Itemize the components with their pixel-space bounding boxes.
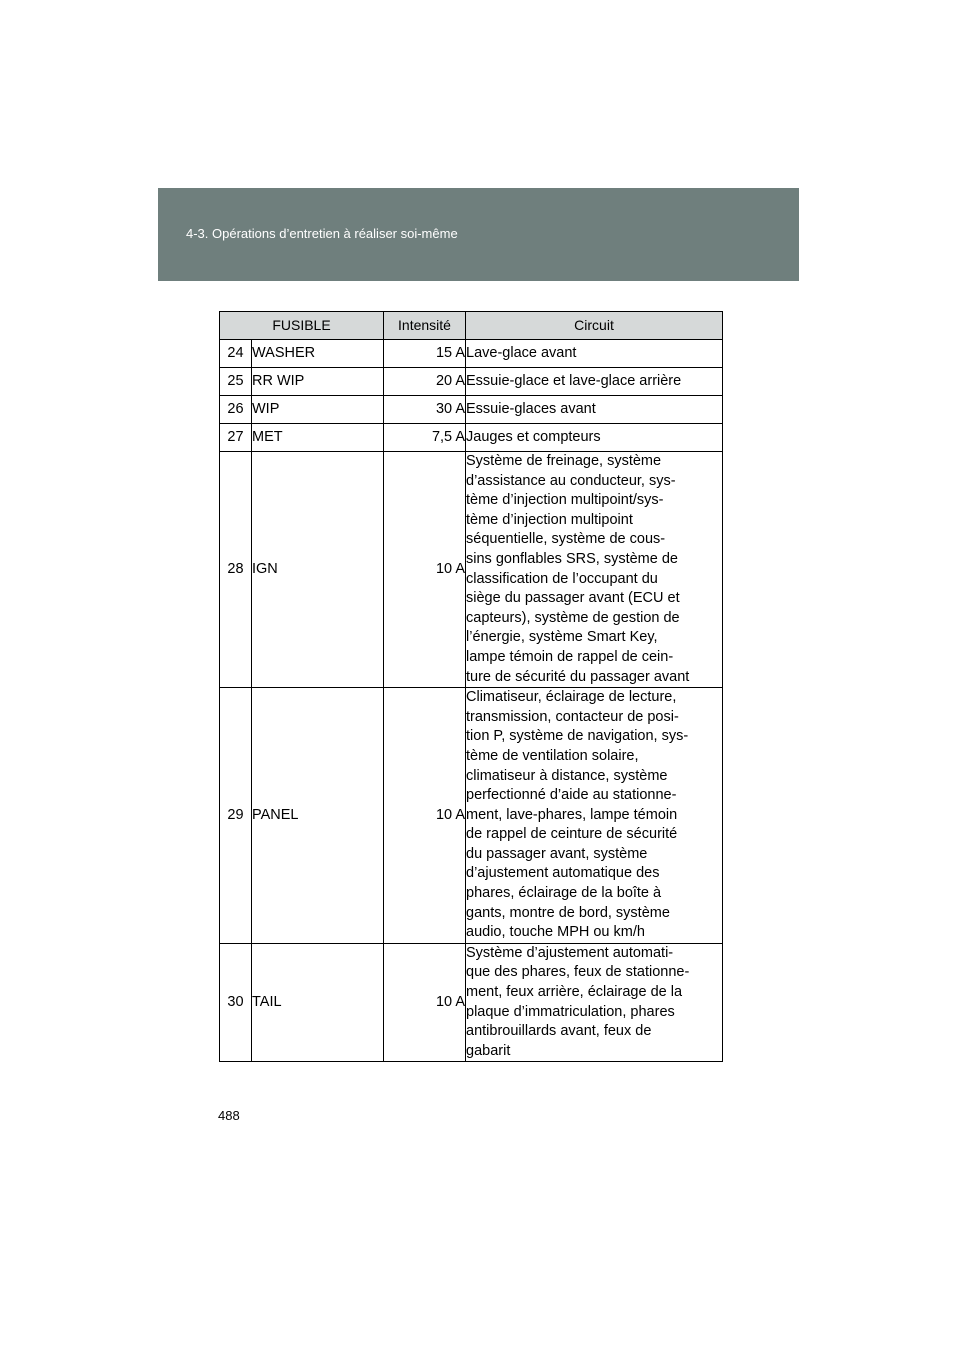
circuit-line: gants, montre de bord, système <box>466 904 670 921</box>
circuit-line: Lave-glace avant <box>466 344 577 361</box>
circuit-line: audio, touche MPH ou km/h <box>466 924 645 941</box>
circuit-cell <box>466 688 723 944</box>
circuit-line: d’ajustement automatique des <box>466 865 660 882</box>
circuit-line: ture de sécurité du passager avant <box>466 668 690 685</box>
circuit-line: que des phares, feux de stationne- <box>466 964 690 981</box>
circuit-line: Essuie-glaces avant <box>466 400 596 417</box>
circuit-line: antibrouillards avant, feux de <box>466 1023 652 1040</box>
circuit-line: de rappel de ceinture de sécurité <box>466 826 678 843</box>
circuit-line: tème d’injection multipoint <box>466 511 633 528</box>
fuse-name-cell: PANEL <box>252 688 384 944</box>
fuse-name-cell: TAIL <box>252 943 384 1062</box>
circuit-line: du passager avant, système <box>466 845 648 862</box>
table-row <box>220 943 723 1062</box>
table-row <box>220 368 723 396</box>
section-title: 4-3. Opérations d’entretien à réaliser soi-même <box>186 226 458 241</box>
circuit-line: perfectionné d’aide au stationne- <box>466 787 677 804</box>
fuse-table <box>219 311 723 1062</box>
circuit-cell <box>466 368 723 396</box>
amperage-cell: 10 A <box>384 943 466 1062</box>
fuse-number-cell: 26 <box>220 396 252 424</box>
circuit-line: tème d’injection multipoint/sys- <box>466 492 664 509</box>
column-header-amperage: Intensité <box>384 312 466 340</box>
amperage-cell: 10 A <box>384 688 466 944</box>
table-row <box>220 396 723 424</box>
circuit-cell <box>466 396 723 424</box>
amperage-cell: 20 A <box>384 368 466 396</box>
circuit-line: lampe témoin de rappel de cein- <box>466 648 674 665</box>
circuit-line: Système d’ajustement automati- <box>466 944 674 961</box>
fuse-name-cell: IGN <box>252 452 384 688</box>
table-row <box>220 688 723 944</box>
section-header-band <box>158 188 799 281</box>
circuit-line: séquentielle, système de cous- <box>466 531 666 548</box>
table-header-row <box>220 312 723 340</box>
circuit-line: tion P, système de navigation, sys- <box>466 728 689 745</box>
circuit-cell <box>466 340 723 368</box>
fuse-number-cell: 29 <box>220 688 252 944</box>
amperage-cell: 30 A <box>384 396 466 424</box>
amperage-cell: 7,5 A <box>384 424 466 452</box>
circuit-line: Climatiseur, éclairage de lecture, <box>466 689 677 706</box>
fuse-number-cell: 27 <box>220 424 252 452</box>
circuit-cell <box>466 424 723 452</box>
circuit-cell <box>466 943 723 1062</box>
circuit-line: classification de l’occupant du <box>466 570 658 587</box>
amperage-cell: 15 A <box>384 340 466 368</box>
circuit-line: gabarit <box>466 1042 511 1059</box>
fuse-name-cell: MET <box>252 424 384 452</box>
circuit-line: ment, feux arrière, éclairage de la <box>466 984 683 1001</box>
circuit-line: d’assistance au conducteur, sys- <box>466 472 676 489</box>
fuse-number-cell: 25 <box>220 368 252 396</box>
circuit-line: Jauges et compteurs <box>466 428 601 445</box>
circuit-line: transmission, contacteur de posi- <box>466 708 679 725</box>
column-header-circuit: Circuit <box>466 312 723 340</box>
column-header-fuse: FUSIBLE <box>220 312 384 340</box>
circuit-line: sins gonflables SRS, système de <box>466 550 678 567</box>
fuse-number-cell: 28 <box>220 452 252 688</box>
fuse-name-cell: WASHER <box>252 340 384 368</box>
page-number: 488 <box>218 1108 240 1123</box>
circuit-line: l’énergie, système Smart Key, <box>466 629 658 646</box>
table-row <box>220 452 723 688</box>
table-row <box>220 424 723 452</box>
fuse-name-cell: WIP <box>252 396 384 424</box>
circuit-line: capteurs), système de gestion de <box>466 609 680 626</box>
table-row <box>220 340 723 368</box>
circuit-line: ment, lave-phares, lampe témoin <box>466 806 678 823</box>
circuit-line: siège du passager avant (ECU et <box>466 590 680 607</box>
circuit-line: Système de freinage, système <box>466 453 662 469</box>
amperage-cell: 10 A <box>384 452 466 688</box>
fuse-name-cell: RR WIP <box>252 368 384 396</box>
circuit-line: climatiseur à distance, système <box>466 767 668 784</box>
circuit-line: Essuie-glace et lave-glace arrière <box>466 372 682 389</box>
fuse-number-cell: 24 <box>220 340 252 368</box>
fuse-table-body <box>220 340 723 1062</box>
circuit-line: tème de ventilation solaire, <box>466 747 639 764</box>
circuit-line: phares, éclairage de la boîte à <box>466 885 662 902</box>
fuse-number-cell: 30 <box>220 943 252 1062</box>
circuit-cell <box>466 452 723 688</box>
circuit-line: plaque d’immatriculation, phares <box>466 1003 675 1020</box>
